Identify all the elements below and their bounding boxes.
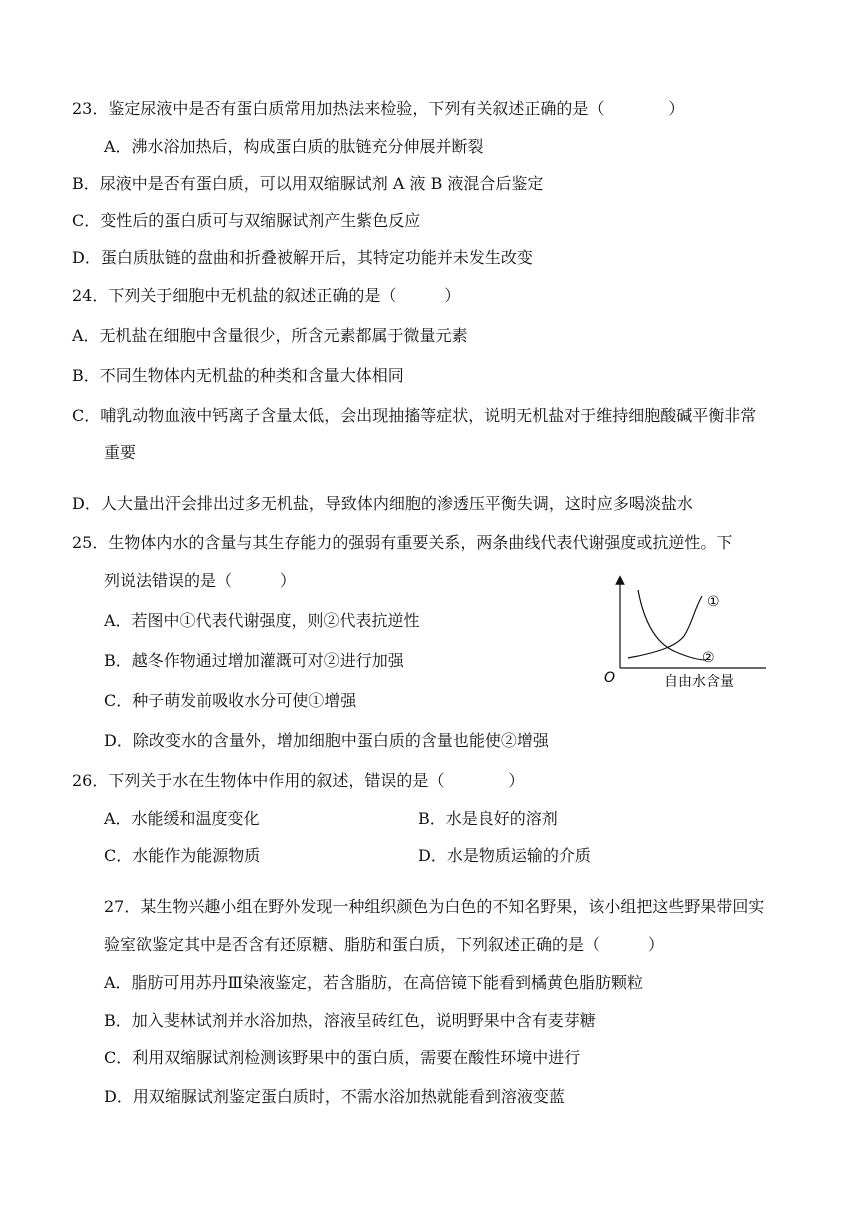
q27-stem-line2: 验室欲鉴定其中是否含有还原糖、脂肪和蛋白质，下列叙述正确的是（ ） [104,935,665,954]
q25-stem-line2: 列说法错误的是（ ） [104,571,297,590]
q26-option-b: B．水是良好的溶剂 [418,809,558,828]
q26-stem: 26．下列关于水在生物体中作用的叙述，错误的是（ ） [72,771,525,790]
curve-2-label: ② [702,650,715,666]
q24-option-b: B．不同生物体内无机盐的种类和含量大体相同 [72,366,404,385]
q24-stem: 24．下列关于细胞中无机盐的叙述正确的是（ ） [72,286,461,305]
q23-option-b: B．尿液中是否有蛋白质，可以用双缩脲试剂 A 液 B 液混合后鉴定 [72,174,544,193]
q23-stem: 23．鉴定尿液中是否有蛋白质常用加热法来检验，下列有关叙述正确的是（ ） [72,99,685,118]
q27-option-b: B．加入斐林试剂并水浴加热，溶液呈砖红色，说明野果中含有麦芽糖 [104,1011,596,1030]
curve-1-label: ① [707,594,720,610]
q23-option-c: C．变性后的蛋白质可与双缩脲试剂产生紫色反应 [72,211,421,230]
q25-option-a: A．若图中①代表代谢强度，则②代表抗逆性 [104,611,420,630]
origin-label: O [604,670,616,686]
q23-option-a: A．沸水浴加热后，构成蛋白质的肽链充分伸展并断裂 [104,137,484,156]
q25-option-d: D．除改变水的含量外，增加细胞中蛋白质的含量也能使②增强 [104,731,549,750]
q25-option-b: B．越冬作物通过增加灌溉可对②进行加强 [104,651,404,670]
x-axis-label: 自由水含量 [664,674,734,690]
q27-option-d: D．用双缩脲试剂鉴定蛋白质时，不需水浴加热就能看到溶液变蓝 [104,1087,565,1106]
q24-option-c-line1: C．哺乳动物血液中钙离子含量太低，会出现抽搐等症状，说明无机盐对于维持细胞酸碱平衡非常 [72,406,757,425]
q24-option-c-line2: 重要 [104,443,137,462]
q24-option-a: A．无机盐在细胞中含量很少，所含元素都属于微量元素 [72,326,468,345]
q24-option-d: D．人大量出汗会排出过多无机盐，导致体内细胞的渗透压平衡失调，这时应多喝淡盐水 [72,494,693,513]
q25-figure [590,572,790,694]
q26-option-d: D．水是物质运输的介质 [418,846,591,865]
q27-option-c: C．利用双缩脲试剂检测该野果中的蛋白质，需要在酸性环境中进行 [104,1048,581,1067]
q26-option-a: A．水能缓和温度变化 [104,809,260,828]
q23-option-d: D．蛋白质肽链的盘曲和折叠被解开后，其特定功能并未发生改变 [72,248,533,267]
q25-stem-line1: 25．生物体内水的含量与其生存能力的强弱有重要关系，两条曲线代表代谢强度或抗逆性。下 [72,533,733,552]
q26-option-c: C．水能作为能源物质 [104,846,261,865]
q27-stem-line1: 27．某生物兴趣小组在野外发现一种组织颜色为白色的不知名野果，该小组把这些野果带回实 [104,897,765,916]
curve-2 [638,590,706,660]
q25-option-c: C．种子萌发前吸收水分可使①增强 [104,691,357,710]
curve-1 [628,596,702,658]
q27-option-a: A．脂肪可用苏丹Ⅲ染液鉴定，若含脂肪，在高倍镜下能看到橘黄色脂肪颗粒 [104,973,643,992]
